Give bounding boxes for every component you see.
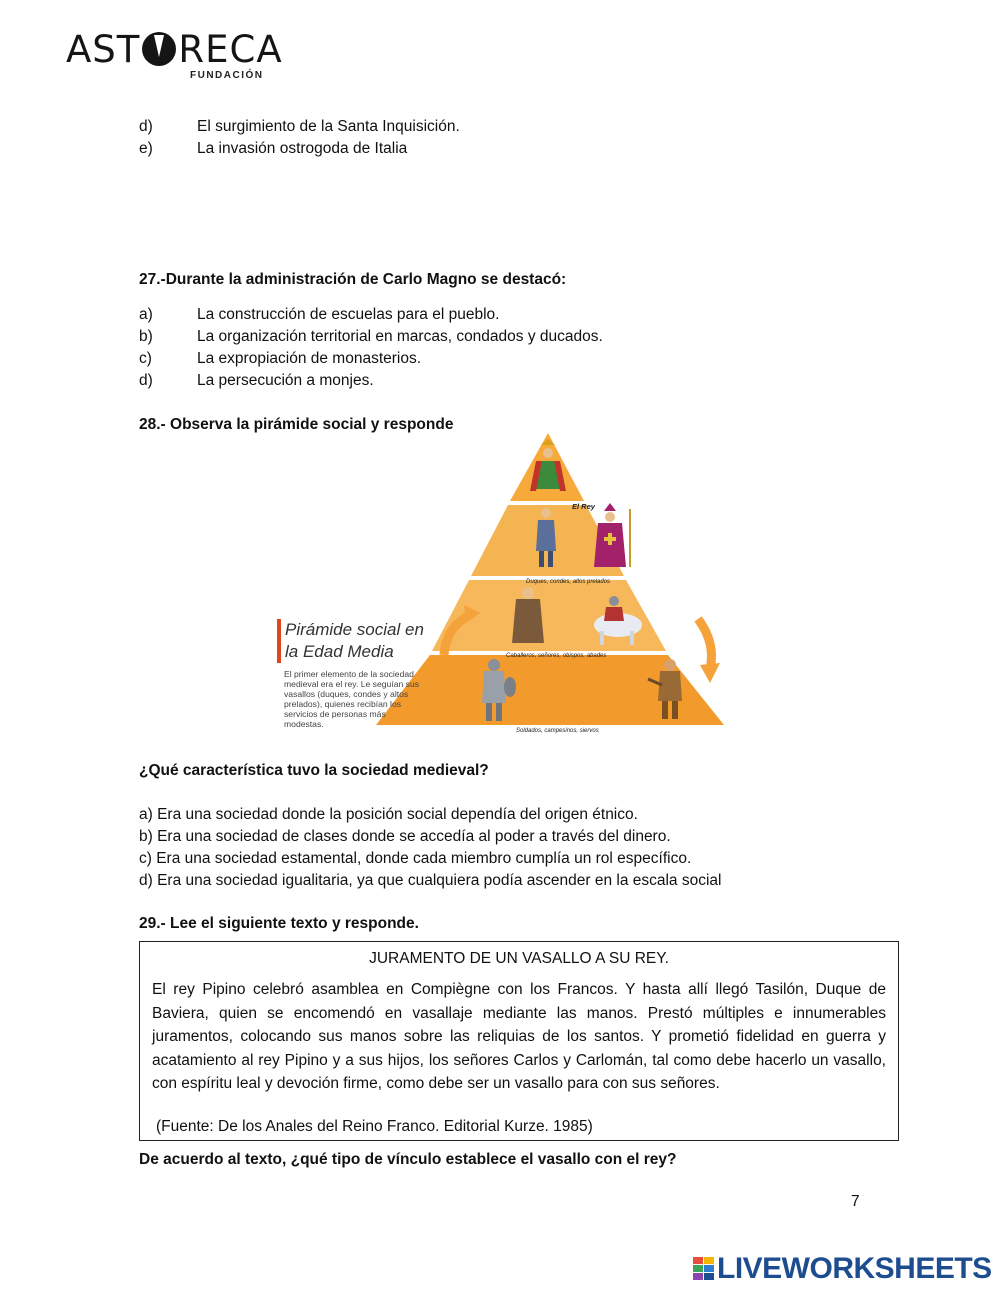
oath-text-box [139, 941, 899, 1141]
q27-option-b [139, 326, 919, 348]
q27-question: 27.-Durante la administración de Carlo Magno se destacó: [139, 271, 567, 288]
liveworksheets-brand [693, 1252, 992, 1286]
pyramid-heading-line2: la Edad Media [285, 642, 394, 661]
fall-arrow-icon [698, 619, 712, 669]
astoreca-logo [66, 30, 286, 86]
caption-line: El primer elemento de la sociedad [284, 669, 414, 679]
page-number: 7 [851, 1193, 860, 1210]
q29-question: De acuerdo al texto, ¿qué tipo de vínculo establece el vasallo con el rey? [139, 1151, 677, 1168]
q28-title: 28.- Observa la pirámide social y responde [139, 416, 454, 433]
q29-title: 29.- Lee el siguiente texto y responde. [139, 915, 419, 932]
q27-option-d [139, 370, 919, 392]
q28-option-c: c) Era una sociedad estamental, donde cada miembro cumplía un rol específico. [139, 850, 692, 867]
q27-option-c [139, 348, 919, 370]
option-text: La invasión ostrogoda de Italia [197, 140, 408, 157]
tier-label-dukes: Duques, condes, altos prelados [526, 579, 611, 585]
option-letter: d) [139, 118, 153, 135]
option-text: La expropiación de monasterios. [197, 350, 422, 367]
caption-line: modestas. [284, 719, 324, 729]
option-text: La persecución a monjes. [197, 372, 374, 389]
brand-text: LIVEWORKSHEETS [717, 1252, 992, 1285]
option-letter: c) [139, 350, 152, 367]
tier-label-soldiers: Soldados, campesinos, siervos [516, 728, 599, 734]
oath-title: JURAMENTO DE UN VASALLO A SU REY. [369, 950, 669, 967]
option-letter: e) [139, 140, 153, 157]
logo-text-left: AST [66, 28, 141, 71]
caption-line: vasallos (duques, condes y altos [284, 689, 409, 699]
option-text: La construcción de escuelas para el pueblo. [197, 306, 500, 323]
q28-option-d: d) Era una sociedad igualitaria, ya que cualquiera podía ascender en la escala social [139, 872, 722, 889]
prelate-figure-icon [594, 503, 630, 567]
option-letter: b) [139, 328, 153, 345]
caption-line: medieval era el rey. Le seguían sus [284, 679, 420, 689]
q26-option-d [139, 116, 919, 138]
q28-question: ¿Qué característica tuvo la sociedad medieval? [139, 762, 489, 779]
liveworksheets-logo-icon [693, 1257, 715, 1281]
caption-accent-bar [277, 619, 281, 663]
caption-line: servicios de personas más [284, 709, 386, 719]
oath-text: El rey Pipino celebró asamblea en Compiègne con los Francos. Y hasta allí llegó Tasilón, Duque de Baviera, quien se encomendó en vasallaje mediante las manos. Prestó múltiples e innumerables juramentos, colocando sus manos sobre las reliquias de los santos. Y prometió fidelidad en guerra y acatamiento al rey Pipino y a sus hijos, los señores Carlos y Carlomán, tal como debe hacerlo un vasallo, con espíritu leal y devoción firme, como debe ser un vasallo para con sus señores. [152, 981, 886, 1092]
logo-wordmark [66, 30, 283, 70]
logo-subtitle: FUNDACIÓN [190, 70, 264, 81]
option-text: El surgimiento de la Santa Inquisición. [197, 118, 460, 135]
pyramid-heading-line1: Pirámide social en [285, 620, 424, 639]
social-pyramid-image [258, 433, 728, 739]
tier-label-king: El Rey [572, 502, 595, 511]
oath-source: (Fuente: De los Anales del Reino Franco. Editorial Kurze. 1985) [156, 1118, 593, 1135]
option-letter: d) [139, 372, 153, 389]
option-letter: a) [139, 306, 153, 323]
q26-option-e [139, 138, 919, 160]
caption-line: prelados), quienes recibían los [284, 699, 402, 709]
fall-arrowhead-icon [700, 663, 720, 683]
q28-option-b: b) Era una sociedad de clases donde se accedía al poder a través del dinero. [139, 828, 671, 845]
tier-label-knights: Caballeros, señores, obispos, abades [506, 653, 607, 659]
logo-shield-icon [140, 31, 178, 67]
option-text: La organización territorial en marcas, condados y ducados. [197, 328, 603, 345]
q28-option-a: a) Era una sociedad donde la posición social dependía del origen étnico. [139, 806, 638, 823]
logo-text-right: RECA [178, 28, 283, 71]
q27-option-a [139, 304, 919, 326]
